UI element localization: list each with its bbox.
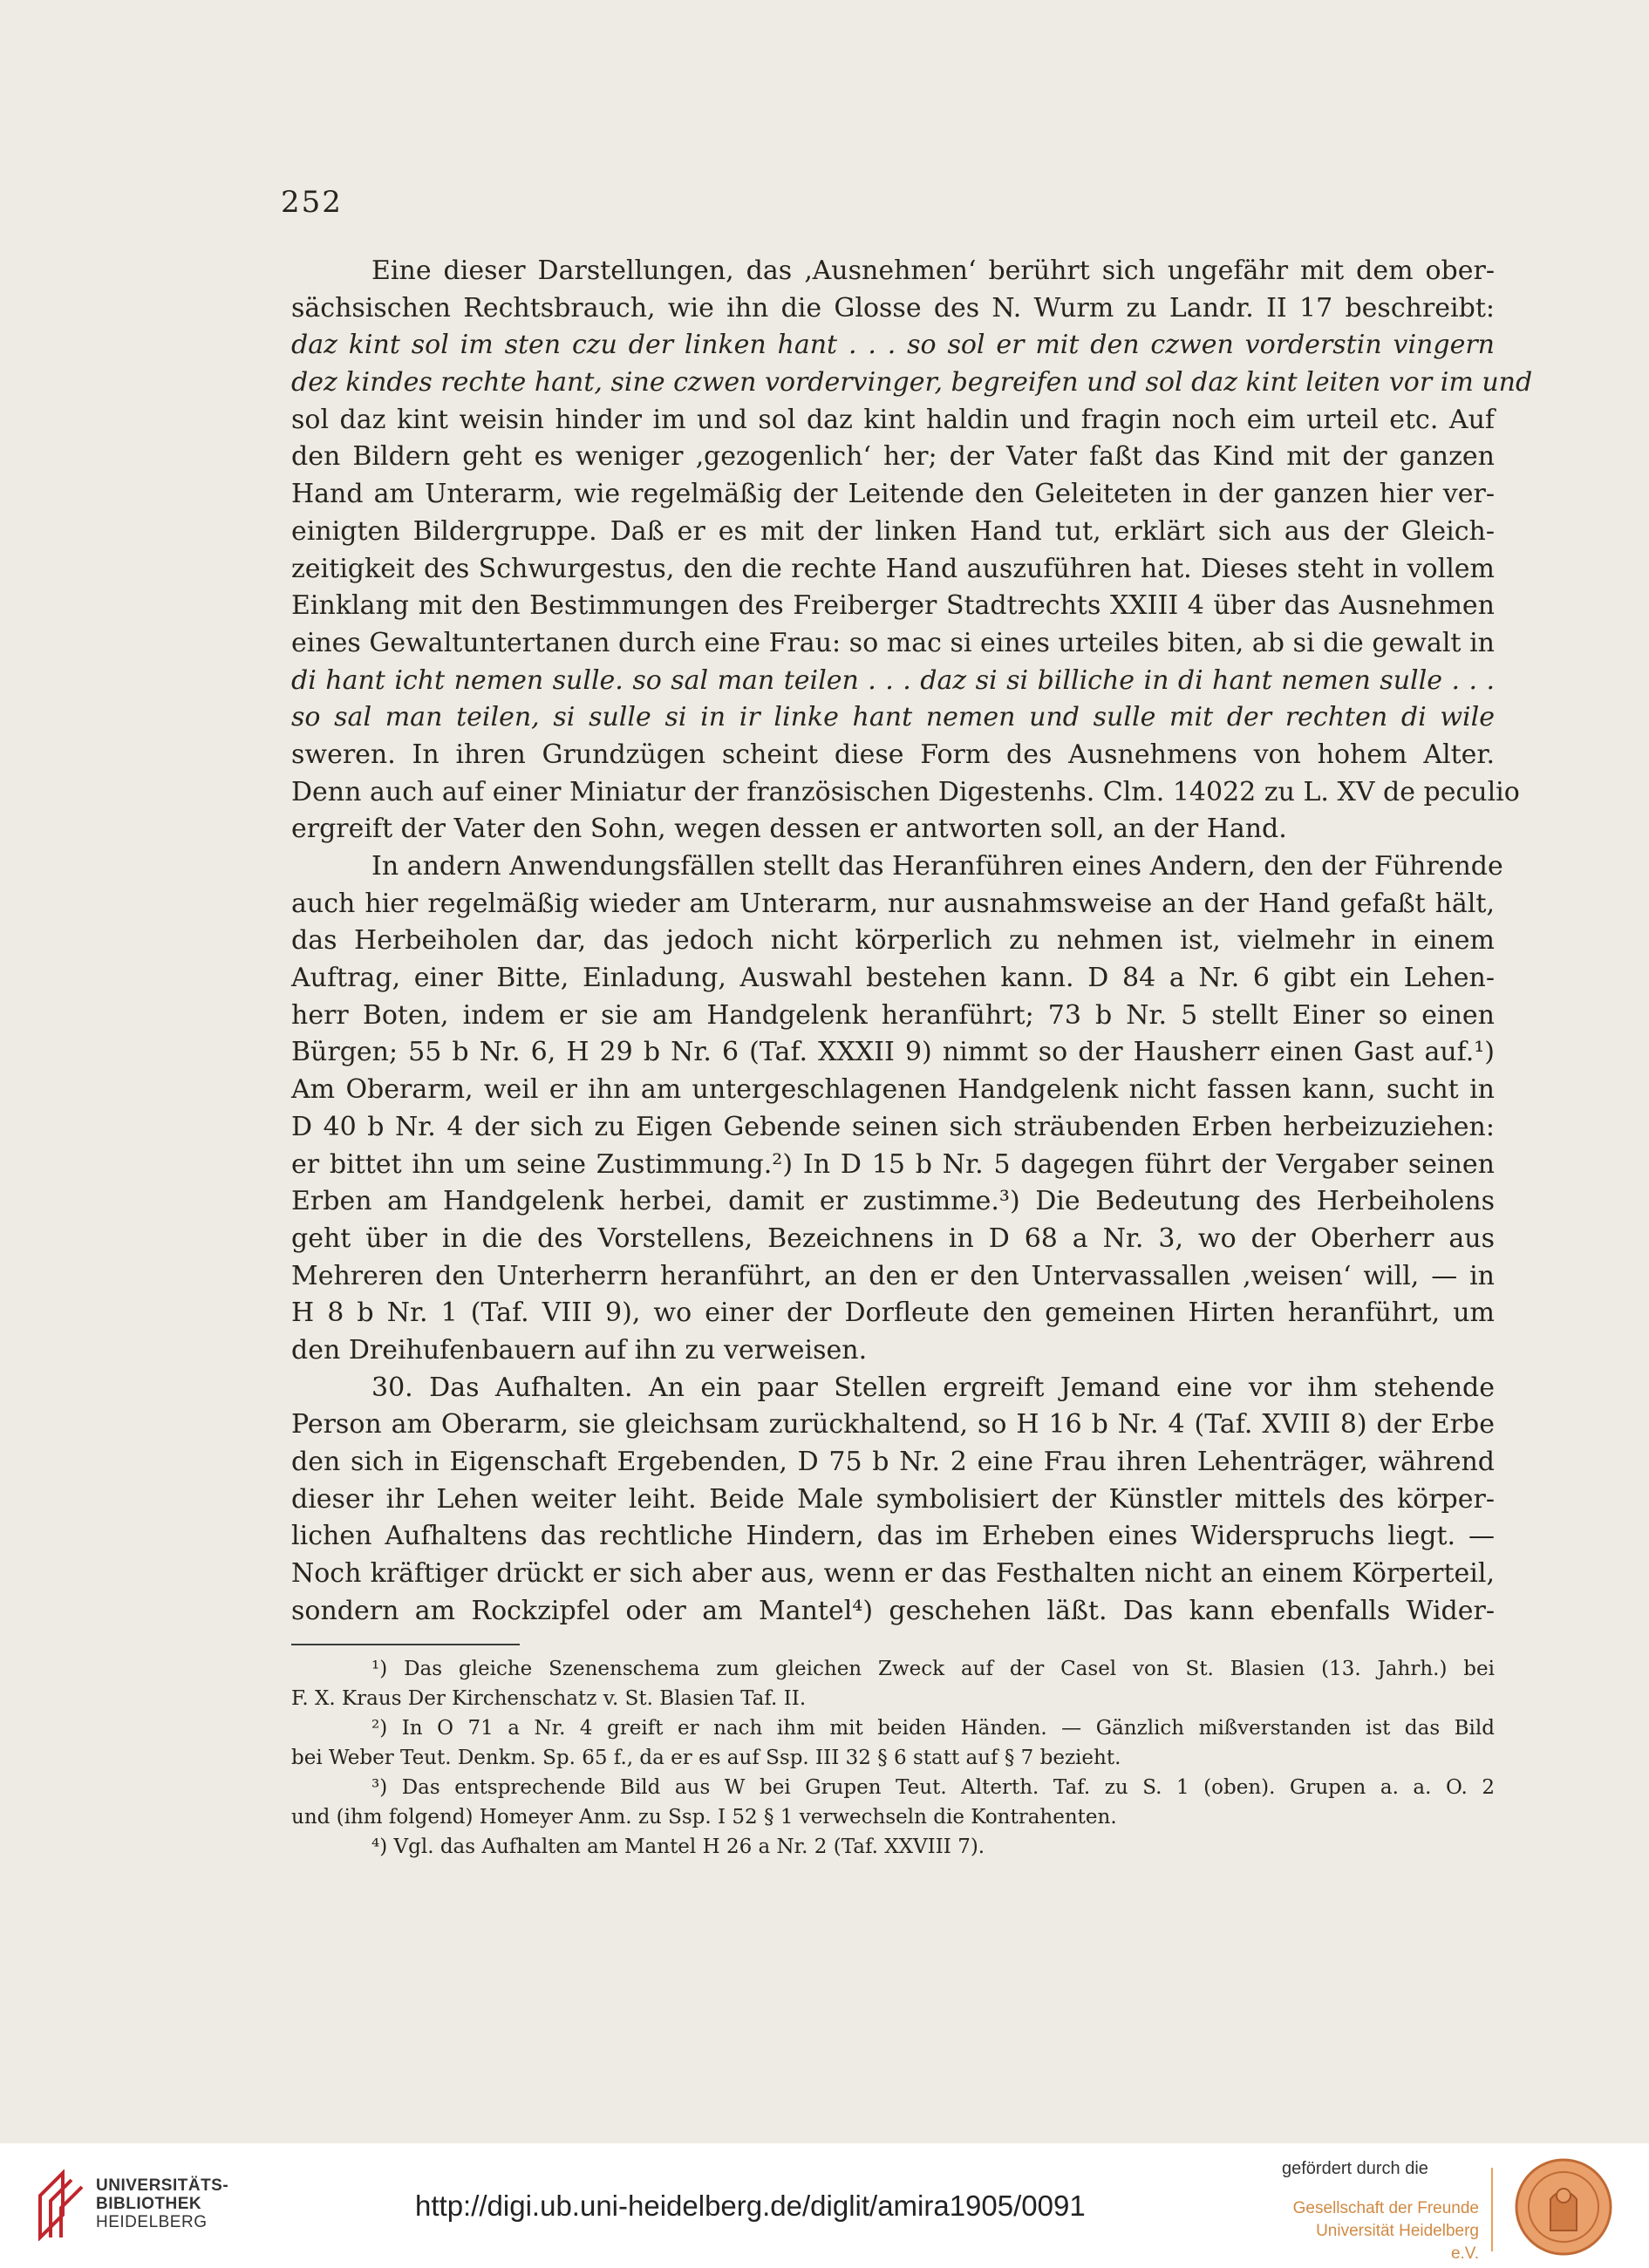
footnote-line: ⁴) Vgl. das Aufhalten am Mantel H 26 a Nr. 2 (Taf. XXVIII 7). xyxy=(371,1836,985,1858)
sponsor-name xyxy=(1285,2197,1479,2265)
text-line: lichen Aufhaltens das rechtliche Hindern, das im Erheben eines Widerspruchs liegt. — xyxy=(291,1521,1495,1552)
text-line: dez kindes rechte hant, sine czwen vordervinger, begreifen und sol daz kint leiten vor im und xyxy=(291,367,1533,398)
page-number: 252 xyxy=(281,185,343,220)
permalink-url[interactable]: http://digi.ub.uni-heidelberg.de/diglit/amira1905/0091 xyxy=(415,2190,1086,2222)
text-line: Eine dieser Darstellungen, das ‚Ausnehmen‘ berührt sich ungefähr mit dem ober- xyxy=(371,255,1495,286)
university-library-logo-icon xyxy=(37,2169,87,2241)
text-line: sweren. In ihren Grundzügen scheint diese Form des Ausnehmens von hohem Alter. xyxy=(291,739,1495,770)
text-line: den Dreihufenbauern auf ihn zu verweisen. xyxy=(291,1334,868,1366)
sponsor-name-line: Universität Heidelberg e.V. xyxy=(1316,2222,1479,2263)
text-line: Erben am Handgelenk herbei, damit er zustimme.³) Die Bedeutung des Herbeiholens xyxy=(291,1186,1495,1217)
library-name-line: HEIDELBERG xyxy=(96,2213,208,2231)
text-line: so sal man teilen, si sulle si in ir linke hant nemen und sulle mit der rechten di wile xyxy=(291,702,1495,733)
footnote-divider xyxy=(291,1644,520,1645)
text-line: den Bildern geht es weniger ‚gezogenlich‘ her; der Vater faßt das Kind mit der ganzen xyxy=(291,441,1495,473)
library-name-line: BIBLIOTHEK xyxy=(96,2195,202,2213)
footer-divider xyxy=(1491,2168,1493,2251)
footnote-line: F. X. Kraus Der Kirchenschatz v. St. Blasien Taf. II. xyxy=(291,1687,807,1710)
text-line: D 40 b Nr. 4 der sich zu Eigen Gebende seinen sich sträubenden Erben herbeizuziehen: xyxy=(291,1111,1495,1142)
text-line: auch hier regelmäßig wieder am Unterarm, nur ausnahmsweise an der Hand gefaßt hält, xyxy=(291,888,1495,919)
text-line: sol daz kint weisin hinder im und sol daz kint haldin und fragin noch eim urteil etc. Auf xyxy=(291,404,1495,435)
text-line: eines Gewaltuntertanen durch eine Frau: so mac si eines urteiles biten, ab si die gewalt in xyxy=(291,627,1495,658)
text-line: Hand am Unterarm, wie regelmäßig der Leitende den Geleiteten in der ganzen hier ver- xyxy=(291,479,1495,510)
text-line: di hant icht nemen sulle. so sal man teilen . . . daz si si billiche in di hant nemen sulle . . . xyxy=(291,664,1495,696)
footnotes xyxy=(291,1654,1495,1862)
footnote-line: ²) In O 71 a Nr. 4 greift er nach ihm mit beiden Händen. — Gänzlich mißverstanden ist das Bild xyxy=(371,1717,1495,1740)
text-line: den sich in Eigenschaft Ergebenden, D 75 b Nr. 2 eine Frau ihren Lehenträger, während xyxy=(291,1447,1495,1477)
text-line: das Herbeiholen dar, das jedoch nicht körperlich zu nehmen ist, vielmehr in einem xyxy=(291,925,1495,957)
text-line: sächsischen Rechtsbrauch, wie ihn die Glosse des N. Wurm zu Landr. II 17 beschreibt: xyxy=(291,292,1495,324)
text-line: einigten Bildergruppe. Daß er es mit der linken Hand tut, erklärt sich aus der Gleich- xyxy=(291,515,1495,547)
text-line: Einklang mit den Bestimmungen des Freiberger Stadtrechts XXIII 4 über das Ausnehmen xyxy=(291,590,1495,622)
text-line: H 8 b Nr. 1 (Taf. VIII 9), wo einer der Dorfleute den gemeinen Hirten heranführt, um xyxy=(291,1297,1495,1329)
text-line: Noch kräftiger drückt er sich aber aus, wenn er das Festhalten nicht an einem Körperteil, xyxy=(291,1558,1495,1590)
text-line: dieser ihr Lehen weiter leiht. Beide Male symbolisiert der Künstler mittels des körper- xyxy=(291,1483,1495,1515)
footnote-line: ¹) Das gleiche Szenenschema zum gleichen Zweck auf der Casel von St. Blasien (13. Jahrh.) bei xyxy=(371,1658,1495,1680)
footnote-line: bei Weber Teut. Denkm. Sp. 65 f., da er es auf Ssp. III 32 § 6 statt auf § 7 bezieht. xyxy=(291,1747,1121,1769)
footnote-line: ³) Das entsprechende Bild aus W bei Grupen Teut. Alterth. Taf. zu S. 1 (oben). Grupen a. a. O. 2 xyxy=(371,1776,1495,1799)
library-name-line: UNIVERSITÄTS- xyxy=(96,2176,229,2195)
footnote-line: und (ihm folgend) Homeyer Anm. zu Ssp. I 52 § 1 verwechseln die Kontrahenten. xyxy=(291,1806,1117,1829)
text-line: er bittet ihn um seine Zustimmung.²) In D 15 b Nr. 5 dagegen führt der Vergaber seinen xyxy=(291,1148,1495,1180)
text-line: daz kint sol im sten czu der linken hant . . . so sol er mit den czwen vorderstin vingern xyxy=(291,330,1495,361)
text-line: Am Oberarm, weil er ihn am untergeschlagenen Handgelenk nicht fassen kann, sucht in xyxy=(291,1074,1495,1106)
university-seal-icon xyxy=(1514,2157,1613,2257)
text-line: Auftrag, einer Bitte, Einladung, Auswahl bestehen kann. D 84 a Nr. 6 gibt ein Lehen- xyxy=(291,963,1495,994)
text-line: Denn auch auf einer Miniatur der französischen Digestenhs. Clm. 14022 zu L. XV de peculio xyxy=(291,776,1520,807)
text-line: Mehreren den Unterherrn heranführt, an den er den Untervassallen ‚weisen‘ will, — in xyxy=(291,1260,1495,1291)
digitization-footer xyxy=(0,2143,1649,2268)
text-line: ergreift der Vater den Sohn, wegen dessen er antworten soll, an der Hand. xyxy=(291,814,1287,845)
text-line: Person am Oberarm, sie gleichsam zurückhaltend, so H 16 b Nr. 4 (Taf. XVIII 8) der Erbe xyxy=(291,1409,1495,1440)
body-text xyxy=(291,253,1533,1630)
text-line: zeitigkeit des Schwurgestus, den die rechte Hand auszuführen hat. Dieses steht in vollem xyxy=(291,553,1495,584)
text-line: herr Boten, indem er sie am Handgelenk heranführt; 73 b Nr. 5 stellt Einer so einen xyxy=(291,999,1495,1031)
sponsor-name-line: Gesellschaft der Freunde xyxy=(1292,2199,1479,2217)
sponsor-intro: gefördert durch die xyxy=(1282,2159,1428,2178)
text-line: geht über in die des Vorstellens, Bezeichnens in D 68 a Nr. 3, wo der Oberherr aus xyxy=(291,1223,1495,1254)
library-name xyxy=(96,2176,228,2231)
text-line: Bürgen; 55 b Nr. 6, H 29 b Nr. 6 (Taf. XXXII 9) nimmt so der Hausherr einen Gast auf.¹) xyxy=(291,1037,1495,1068)
text-line: 30. Das Aufhalten. An ein paar Stellen ergreift Jemand eine vor ihm stehende xyxy=(371,1372,1495,1403)
text-line: In andern Anwendungsfällen stellt das Heranführen eines Andern, den der Führende xyxy=(371,851,1503,882)
text-line: sondern am Rockzipfel oder am Mantel⁴) geschehen läßt. Das kann ebenfalls Wider- xyxy=(291,1595,1495,1626)
